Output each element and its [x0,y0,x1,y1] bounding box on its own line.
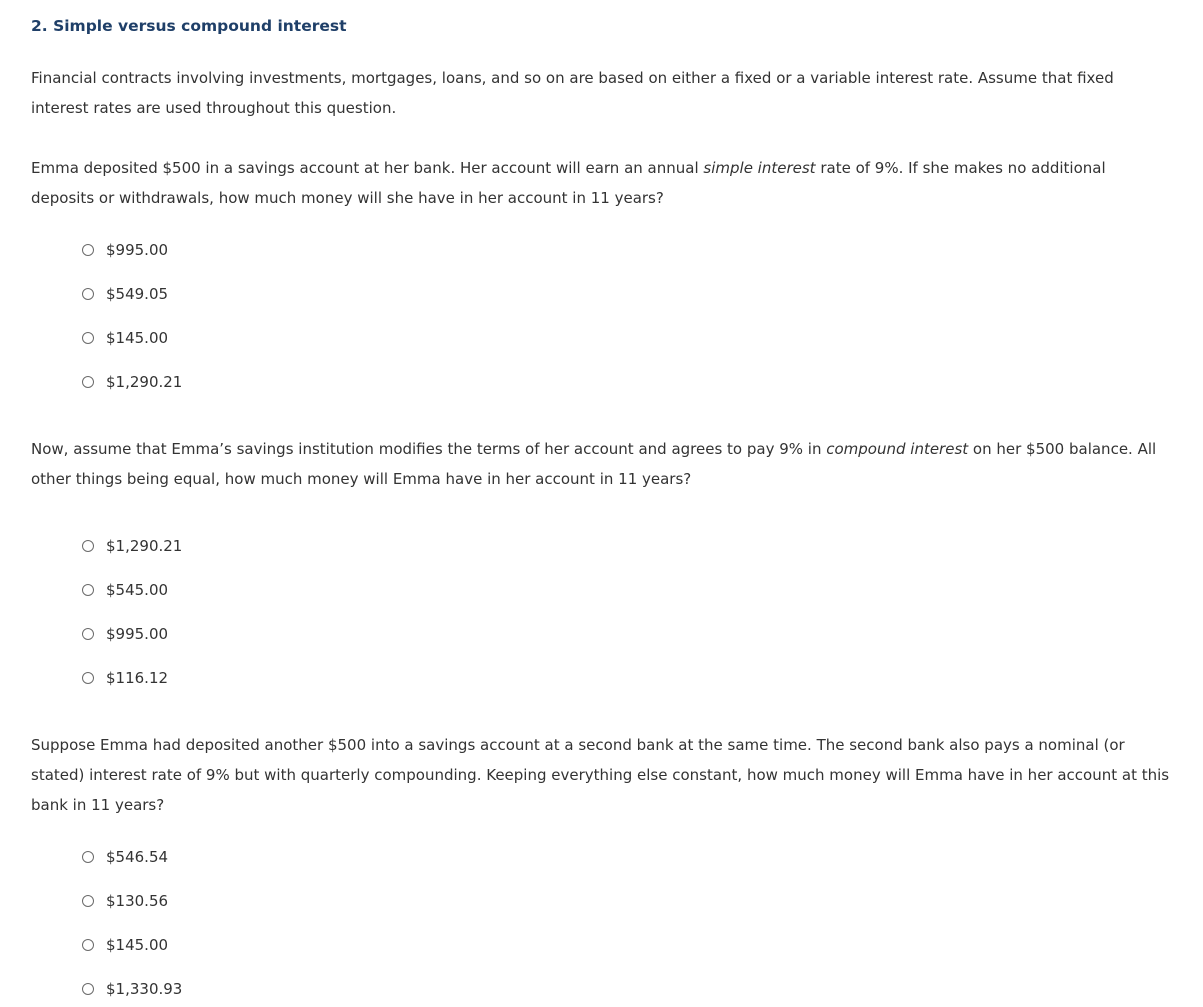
q2-text-after: on her $500 balance. All other things being equal, how much money will Emma have in her account in 11 years? [31,440,1157,488]
question-title: 2. Simple versus compound interest [31,17,347,35]
radio-button[interactable] [82,244,94,256]
q3-option-4[interactable] [82,979,182,999]
q1-text-before: Emma deposited $500 in a savings account at her bank. Her account will earn an annual [31,159,704,177]
q3-option-1[interactable] [82,847,168,867]
q2-option-3[interactable] [82,624,168,644]
question-1-text [31,153,1171,213]
q1-text-italic: simple interest [703,159,816,177]
radio-button[interactable] [82,939,94,951]
q1-option-3[interactable] [82,328,168,348]
radio-button[interactable] [82,628,94,640]
radio-button[interactable] [82,983,94,995]
option-label: $549.05 [106,285,169,303]
q2-option-4[interactable] [82,668,168,688]
q2-option-1[interactable] [82,536,182,556]
option-label: $1,290.21 [106,373,183,391]
intro-paragraph: Financial contracts involving investments, mortgages, loans, and so on are based on either a fixed or a variable interest rate. Assume that fixed interest rates are used throughout this question. [31,69,1114,117]
option-label: $1,290.21 [106,537,183,555]
q2-text-italic: compound interest [826,440,969,458]
q1-option-1[interactable] [82,240,168,260]
q1-option-2[interactable] [82,284,168,304]
question-2-text [31,434,1171,494]
option-label: $145.00 [106,329,169,347]
option-label: $995.00 [106,241,169,259]
q1-text-after: rate of 9%. If she makes no additional deposits or withdrawals, how much money will she have in her account in 11 years? [31,159,1106,207]
option-label: $546.54 [106,848,169,866]
q2-option-2[interactable] [82,580,168,600]
q1-option-4[interactable] [82,372,182,392]
option-label: $145.00 [106,936,169,954]
radio-button[interactable] [82,584,94,596]
option-label: $1,330.93 [106,980,183,998]
q3-option-2[interactable] [82,891,168,911]
radio-button[interactable] [82,540,94,552]
option-label: $116.12 [106,669,169,687]
q3-option-3[interactable] [82,935,168,955]
radio-button[interactable] [82,672,94,684]
option-label: $130.56 [106,892,169,910]
radio-button[interactable] [82,851,94,863]
radio-button[interactable] [82,376,94,388]
option-label: $545.00 [106,581,169,599]
question-3-text: Suppose Emma had deposited another $500 into a savings account at a second bank at the same time. The second bank also pays a nominal (or stated) interest rate of 9% but with quarterly compounding. Keeping everything else constant, how much money will Emma have in her account at this bank in 11 years? [31,736,1170,814]
radio-button[interactable] [82,332,94,344]
radio-button[interactable] [82,895,94,907]
radio-button[interactable] [82,288,94,300]
q2-text-before: Now, assume that Emma’s savings institution modifies the terms of her account and agrees to pay 9% in [31,440,827,458]
option-label: $995.00 [106,625,169,643]
